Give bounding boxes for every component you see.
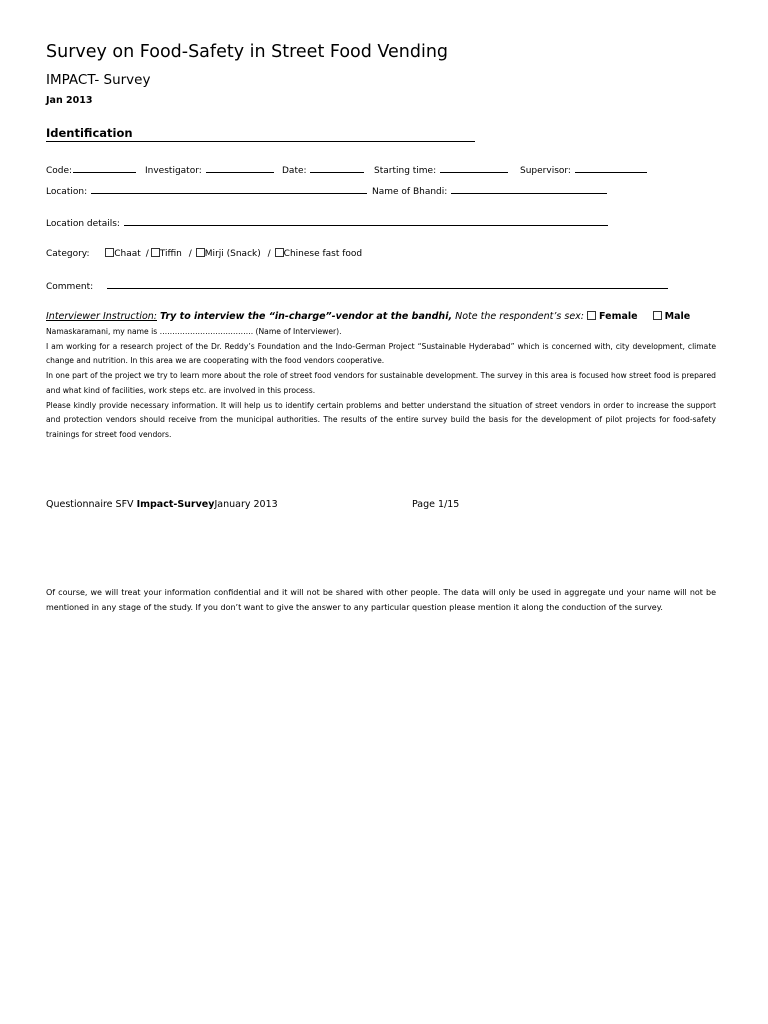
- location-details-field: [46, 216, 608, 229]
- footer-questionnaire: Questionnaire SFV: [46, 499, 134, 510]
- comment-label: Comment:: [46, 282, 94, 292]
- female-label: Female: [599, 311, 638, 322]
- date-field: [282, 163, 364, 176]
- supervisor-field: [520, 163, 647, 176]
- document-subtitle: IMPACT- Survey: [46, 72, 151, 88]
- chinese-checkbox[interactable]: [275, 248, 284, 257]
- identification-rule: [46, 141, 328, 142]
- tiffin-checkbox[interactable]: [151, 248, 160, 257]
- date-blank[interactable]: [310, 163, 364, 173]
- female-checkbox[interactable]: [587, 311, 596, 320]
- category-separator: /: [267, 249, 271, 259]
- footer-month: January 2013: [214, 499, 278, 510]
- comment-field: [46, 279, 668, 292]
- category-field: [46, 248, 362, 259]
- category-option-chaat: Chaat: [114, 249, 141, 259]
- intro-paragraph-3: Please kindly provide necessary information. It will help us to identify certain problems and better understand the situation of street vendors in order to increase the support and protection vendors should receive from the municipal authorities. The results of the entire survey build the basis for the development of pilot projects for food-safety trainings for street food vendors.: [46, 400, 716, 439]
- mirji-checkbox[interactable]: [196, 248, 205, 257]
- interviewer-instruction: [46, 311, 690, 322]
- bhandi-blank[interactable]: [451, 184, 607, 194]
- location-field: [46, 184, 367, 197]
- category-option-chinese: Chinese fast food: [283, 249, 363, 259]
- supervisor-blank[interactable]: [575, 163, 647, 173]
- code-field: [46, 163, 136, 176]
- category-separator: /: [145, 249, 149, 259]
- location-blank[interactable]: [91, 184, 367, 194]
- supervisor-label: Supervisor:: [520, 166, 571, 176]
- bhandi-label: Name of Bhandi:: [372, 187, 448, 197]
- category-option-tiffin: Tiffin: [159, 249, 182, 259]
- investigator-field: [145, 163, 274, 176]
- identification-heading: Identification: [46, 126, 133, 140]
- page-number: Page 1/15: [412, 499, 460, 510]
- instruction-text: Try to interview the “in-charge”-vendor at the bandhi,: [160, 311, 453, 322]
- code-blank[interactable]: [73, 163, 136, 173]
- chaat-checkbox[interactable]: [105, 248, 114, 257]
- intro-greeting: Namaskaramani, my name is ………………………………. (Name of Interviewer).: [46, 327, 342, 336]
- investigator-label: Investigator:: [145, 166, 202, 176]
- page-footer: [46, 499, 278, 510]
- starting-time-label: Starting time:: [374, 166, 437, 176]
- identification-rule-extension: [328, 141, 475, 142]
- document-date: Jan 2013: [46, 95, 93, 106]
- intro-paragraph-2: In one part of the project we try to learn more about the role of street food vendors for sustainable development. The survey in this area is focused how street food is prepared and what kind of facilities, work steps etc. are involved in this process.: [46, 371, 716, 395]
- investigator-blank[interactable]: [206, 163, 274, 173]
- date-label: Date:: [282, 166, 307, 176]
- category-label: Category:: [46, 249, 90, 259]
- location-label: Location:: [46, 187, 88, 197]
- instruction-label: Interviewer Instruction:: [46, 311, 157, 322]
- code-label: Code:: [46, 166, 73, 176]
- comment-blank[interactable]: [107, 279, 668, 289]
- intro-text: [46, 325, 716, 443]
- category-separator: /: [188, 249, 192, 259]
- starting-time-field: [374, 163, 508, 176]
- bhandi-field: [372, 184, 607, 197]
- instruction-note: Note the respondent’s sex:: [455, 311, 585, 322]
- location-details-blank[interactable]: [124, 216, 608, 226]
- intro-paragraph-1: I am working for a research project of the Dr. Reddy’s Foundation and the Indo-German Project “Sustainable Hyderabad” which is concerned with, city development, climate change and nutrition. In this area we are cooperating with the food vendors cooperative.: [46, 341, 716, 366]
- male-label: Male: [664, 311, 691, 322]
- male-checkbox[interactable]: [653, 311, 662, 320]
- location-details-label: Location details:: [46, 219, 120, 229]
- starting-time-blank[interactable]: [440, 163, 508, 173]
- footer-impact: Impact-Survey: [136, 499, 215, 510]
- confidentiality-statement: Of course, we will treat your information confidential and it will not be shared with other people. The data will only be used in aggregate und your name will not be mentioned in any stage of the study. If you don’t want to give the answer to any particular question please mention it along the conduction of the survey.: [46, 588, 716, 612]
- category-option-mirji: Mirji (Snack): [204, 249, 261, 259]
- document-title: Survey on Food-Safety in Street Food Vending: [46, 42, 449, 62]
